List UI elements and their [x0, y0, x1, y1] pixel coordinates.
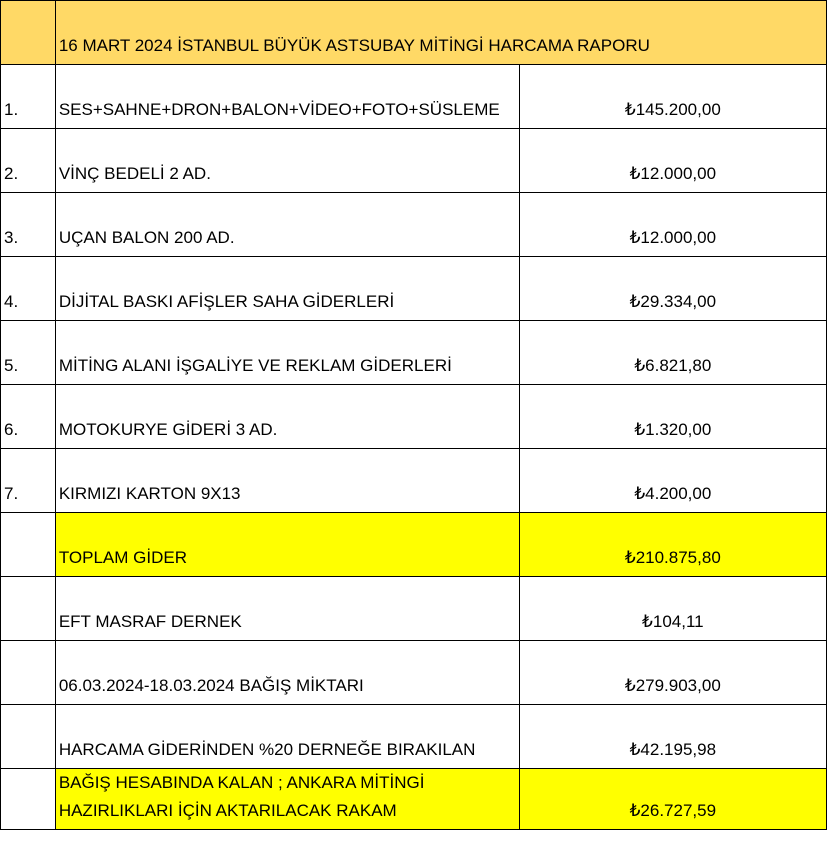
- item-description[interactable]: MİTİNG ALANI İŞGALİYE VE REKLAM GİDERLERİ: [55, 321, 519, 385]
- item-amount[interactable]: ₺4.200,00: [519, 449, 826, 513]
- item-description[interactable]: VİNÇ BEDELİ 2 AD.: [55, 129, 519, 193]
- association-share-row: [1, 705, 827, 769]
- item-amount[interactable]: ₺1.320,00: [519, 385, 826, 449]
- item-amount[interactable]: ₺12.000,00: [519, 193, 826, 257]
- eft-row: [1, 577, 827, 641]
- table-row: [1, 385, 827, 449]
- table-row: [1, 129, 827, 193]
- eft-amount[interactable]: ₺104,11: [519, 577, 826, 641]
- table-row: [1, 257, 827, 321]
- association-share-no-cell[interactable]: [1, 705, 56, 769]
- report-title[interactable]: 16 MART 2024 İSTANBUL BÜYÜK ASTSUBAY MİTİNGİ HARCAMA RAPORU: [55, 1, 826, 65]
- item-number[interactable]: 3.: [1, 193, 56, 257]
- item-amount[interactable]: ₺29.334,00: [519, 257, 826, 321]
- table-row: [1, 449, 827, 513]
- item-description[interactable]: UÇAN BALON 200 AD.: [55, 193, 519, 257]
- total-no-cell[interactable]: [1, 513, 56, 577]
- remaining-amount[interactable]: ₺26.727,59: [519, 769, 826, 830]
- donation-row: [1, 641, 827, 705]
- remaining-no-cell[interactable]: [1, 769, 56, 830]
- item-number[interactable]: 1.: [1, 65, 56, 129]
- table-row: [1, 65, 827, 129]
- item-amount[interactable]: ₺6.821,80: [519, 321, 826, 385]
- item-number[interactable]: 4.: [1, 257, 56, 321]
- item-description[interactable]: MOTOKURYE GİDERİ 3 AD.: [55, 385, 519, 449]
- title-no-cell[interactable]: [1, 1, 56, 65]
- item-description[interactable]: KIRMIZI KARTON 9X13: [55, 449, 519, 513]
- item-number[interactable]: 2.: [1, 129, 56, 193]
- total-label[interactable]: TOPLAM GİDER: [55, 513, 519, 577]
- table-row: [1, 193, 827, 257]
- remaining-label[interactable]: BAĞIŞ HESABINDA KALAN ; ANKARA MİTİNGİ HAZIRLIKLARI İÇİN AKTARILACAK RAKAM: [55, 769, 519, 830]
- item-description[interactable]: SES+SAHNE+DRON+BALON+VİDEO+FOTO+SÜSLEME: [55, 65, 519, 129]
- association-share-label[interactable]: HARCAMA GİDERİNDEN %20 DERNEĞE BIRAKILAN: [55, 705, 519, 769]
- remaining-row: [1, 769, 827, 830]
- item-number[interactable]: 5.: [1, 321, 56, 385]
- eft-no-cell[interactable]: [1, 577, 56, 641]
- donation-amount[interactable]: ₺279.903,00: [519, 641, 826, 705]
- item-number[interactable]: 7.: [1, 449, 56, 513]
- donation-label[interactable]: 06.03.2024-18.03.2024 BAĞIŞ MİKTARI: [55, 641, 519, 705]
- total-row: [1, 513, 827, 577]
- item-number[interactable]: 6.: [1, 385, 56, 449]
- item-amount[interactable]: ₺145.200,00: [519, 65, 826, 129]
- total-amount[interactable]: ₺210.875,80: [519, 513, 826, 577]
- table-row: [1, 321, 827, 385]
- title-row: [1, 1, 827, 65]
- eft-label[interactable]: EFT MASRAF DERNEK: [55, 577, 519, 641]
- item-description[interactable]: DİJİTAL BASKI AFİŞLER SAHA GİDERLERİ: [55, 257, 519, 321]
- donation-no-cell[interactable]: [1, 641, 56, 705]
- association-share-amount[interactable]: ₺42.195,98: [519, 705, 826, 769]
- item-amount[interactable]: ₺12.000,00: [519, 129, 826, 193]
